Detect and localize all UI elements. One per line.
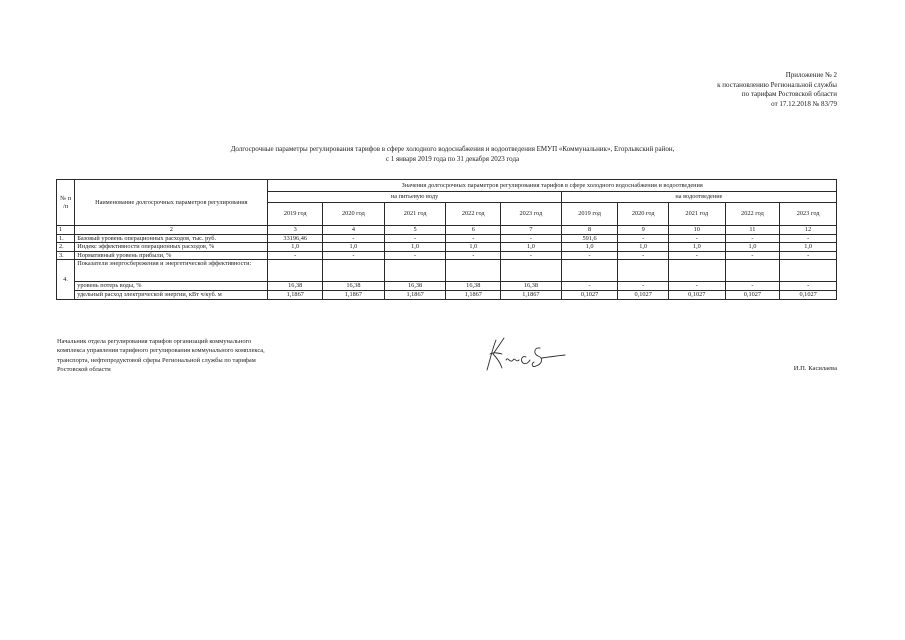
row-number: 4. <box>57 260 75 299</box>
table-cell: 1,0 <box>384 243 446 252</box>
handwritten-signature <box>482 330 572 376</box>
column-number: 11 <box>725 226 780 235</box>
year-header: 2023 год <box>780 203 837 226</box>
table-cell <box>384 260 446 282</box>
appendix-line: по тарифам Ростовской области <box>741 90 837 99</box>
table-cell: - <box>561 282 618 291</box>
year-header: 2020 год <box>323 203 385 226</box>
row-number: 2. <box>57 243 75 252</box>
table-cell: 1,0 <box>561 243 618 252</box>
table-cell: - <box>501 251 562 260</box>
table-cell <box>323 260 385 282</box>
table-cell: - <box>323 234 385 243</box>
column-number: 12 <box>780 226 837 235</box>
column-number: 9 <box>618 226 669 235</box>
appendix-line: к постановлению Региональной службы <box>717 80 837 89</box>
table-cell: - <box>725 282 780 291</box>
table-cell: - <box>725 234 780 243</box>
column-number: 7 <box>501 226 562 235</box>
column-number: 2 <box>75 226 268 235</box>
table-cell: - <box>446 251 501 260</box>
col-name-header: Наименование долгосрочных параметров регулирования <box>75 180 268 226</box>
table-cell: 0,1027 <box>561 290 618 299</box>
table-cell: 1,0 <box>618 243 669 252</box>
table-cell: 16,38 <box>323 282 385 291</box>
row-label: Базовый уровень операционных расходов, тыс. руб. <box>75 234 268 243</box>
table-cell: - <box>384 251 446 260</box>
col-no-header: № п /п <box>57 180 75 226</box>
table-cell: 1,0 <box>725 243 780 252</box>
table-cell: 1,1867 <box>384 290 446 299</box>
table-cell: 0,1027 <box>780 290 837 299</box>
position-line: Ростовской области <box>57 365 111 373</box>
table-cell: 33196,46 <box>268 234 323 243</box>
year-header: 2019 год <box>561 203 618 226</box>
signer-name: И.П. Касилаева <box>793 365 837 372</box>
row-label: удельный расход электрической энергии, кВт ч/куб. м <box>75 290 268 299</box>
sewer-header: на водоотведение <box>561 192 836 203</box>
table-cell: 1,0 <box>323 243 385 252</box>
table-cell: - <box>780 282 837 291</box>
table-cell: 1,1867 <box>268 290 323 299</box>
title-line: с 1 января 2019 года по 31 декабря 2023 года <box>385 155 520 163</box>
table-cell: - <box>323 251 385 260</box>
title-line: Долгосрочные параметры регулирования тарифов в сфере холодного водоснабжения и водоотведения ЕМУП «Коммунальник», Егорлыкский район, <box>230 145 675 153</box>
table-cell: - <box>268 251 323 260</box>
column-number: 1 <box>57 226 75 235</box>
table-cell: 1,0 <box>446 243 501 252</box>
appendix-block <box>717 71 837 109</box>
year-header: 2020 год <box>618 203 669 226</box>
table-cell <box>618 260 669 282</box>
table-row <box>57 234 837 243</box>
table-row <box>57 282 837 291</box>
column-number: 5 <box>384 226 446 235</box>
column-number: 3 <box>268 226 323 235</box>
table-cell: 16,38 <box>501 282 562 291</box>
table-row <box>57 260 837 282</box>
column-number-row <box>57 226 837 235</box>
table-cell: - <box>384 234 446 243</box>
row-label: уровень потерь воды, % <box>75 282 268 291</box>
values-group-header: Значения долгосрочных параметров регулирования тарифов в сфере холодного водоснабжения и водоотведения <box>268 180 837 192</box>
year-header: 2023 год <box>501 203 562 226</box>
table-cell: - <box>446 234 501 243</box>
table-cell: 16,38 <box>268 282 323 291</box>
position-line: Начальник отдела регулирования тарифов организаций коммунального <box>57 338 252 345</box>
table-cell: - <box>668 282 725 291</box>
appendix-line: от 17.12.2018 № 83/79 <box>771 99 837 108</box>
position-line: комплекса управления тарифного регулирования коммунального комплекса, <box>57 347 265 355</box>
table-row <box>57 251 837 260</box>
table-cell <box>501 260 562 282</box>
table-cell: - <box>668 234 725 243</box>
position-line: транспорта, нефтепродуктовой сферы Региональной службы по тарифам <box>57 356 256 364</box>
table-cell: - <box>618 282 669 291</box>
table-cell: - <box>725 251 780 260</box>
year-header: 2019 год <box>268 203 323 226</box>
parameters-table <box>56 179 837 300</box>
table-cell: - <box>618 234 669 243</box>
row-number: 3. <box>57 251 75 260</box>
table-cell: - <box>780 251 837 260</box>
table-cell: - <box>501 234 562 243</box>
table-cell: 0,1027 <box>725 290 780 299</box>
year-header: 2022 год <box>725 203 780 226</box>
table-cell <box>268 260 323 282</box>
row-number: 1. <box>57 234 75 243</box>
table-cell <box>446 260 501 282</box>
table-cell: 1,0 <box>501 243 562 252</box>
table-row <box>57 243 837 252</box>
table-cell: 1,0 <box>668 243 725 252</box>
table-cell <box>561 260 618 282</box>
water-header: на питьевую воду <box>268 192 561 203</box>
table-cell: 16,38 <box>446 282 501 291</box>
table-row <box>57 290 837 299</box>
table-cell: - <box>668 251 725 260</box>
signatory-position <box>57 337 265 374</box>
year-header: 2021 год <box>384 203 446 226</box>
table-cell: 1,1867 <box>323 290 385 299</box>
row-label: Показатели энергосбережения и энергетической эффективности: <box>75 260 268 282</box>
document-title <box>150 144 755 164</box>
column-number: 6 <box>446 226 501 235</box>
year-header: 2022 год <box>446 203 501 226</box>
table-cell: 591,6 <box>561 234 618 243</box>
table-cell: 0,1027 <box>618 290 669 299</box>
table-cell: 0,1027 <box>668 290 725 299</box>
table-cell: - <box>561 251 618 260</box>
table-cell: 1,0 <box>780 243 837 252</box>
column-number: 4 <box>323 226 385 235</box>
column-number: 8 <box>561 226 618 235</box>
column-number: 10 <box>668 226 725 235</box>
table-cell <box>668 260 725 282</box>
row-label: Нормативный уровень прибыли, % <box>75 251 268 260</box>
table-cell <box>780 260 837 282</box>
appendix-line: Приложение № 2 <box>785 71 837 79</box>
year-header: 2021 год <box>668 203 725 226</box>
table-cell: 16,38 <box>384 282 446 291</box>
table-cell: - <box>618 251 669 260</box>
table-cell: - <box>780 234 837 243</box>
table-cell: 1,0 <box>268 243 323 252</box>
row-label: Индекс эффективности операционных расходов, % <box>75 243 268 252</box>
table-cell: 1,1867 <box>501 290 562 299</box>
table-cell: 1,1867 <box>446 290 501 299</box>
table-cell <box>725 260 780 282</box>
